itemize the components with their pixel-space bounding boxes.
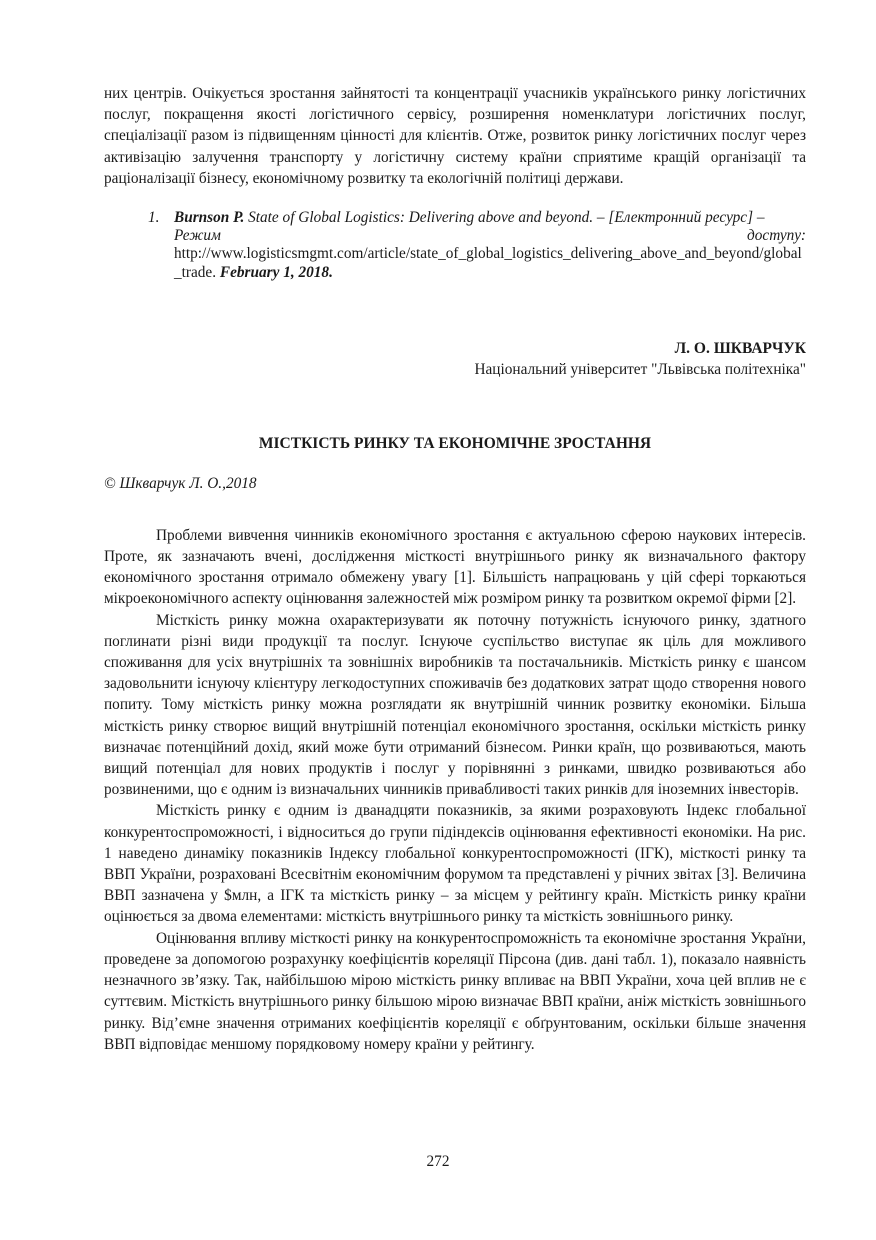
body-paragraph: Місткість ринку можна охарактеризувати як поточну потужність існуючого ринку, здатного поглинати різні види продукції та послуг. Існуюче суспільство виступає як ціль для можливого споживання для усіх внутрішніх та зовнішніх виробників та постачальників. Місткість ринку є шансом задовольнити існуючу клієнтуру легкодоступних споживачів без додаткових затрат щодо створення нового попиту. Тому місткість ринку можна розглядати як внутрішній чинник розвитку економіки. Більша місткість ринку створює вищий внутрішній потенціал економічного зростання, оскільки місткість ринку визначає потенційний дохід, який може бути отриманий бізнесом. Ринки країн, що розвиваються, мають вищий потенціал для нових продуктів і послуг у порівнянні з ринками, швидко розвиваються або розвиненими, що є одним із визначальних чинників привабливості таких ринків для іноземних інвесторів. [104,611,806,799]
author-name: Л. О. ШКВАРЧУК [674,339,806,357]
page-number: 272 [426,1153,450,1170]
author-affiliation: Національний університет "Львівська політехніка" [474,360,806,378]
author-block [104,338,806,380]
reference-url[interactable]: http://www.logisticsmgmt.com/article/state_of_global_logistics_delivering_above_and_beyond/global_trade. [174,245,802,281]
reference-access-line [174,227,806,245]
article-body [104,525,806,1055]
body-paragraph: Проблеми вивчення чинників економічного зростання є актуальною сферою наукових інтересів. Проте, як зазначають вчені, дослідження місткості внутрішнього ринку як визначального фактору економічного зростання отримало обмежену увагу [1]. Більшість напрацювань у цій сфері торкаються мікроекономічного аспекту оцінювання залежностей між розміром ринку та розвитком окремої фірми [2]. [104,526,806,608]
reference-access-label: Режим [174,227,221,245]
reference-author: Burnson P. [174,209,245,227]
reference-list [104,209,806,282]
reference-item [104,209,806,282]
body-paragraph: Оцінювання впливу місткості ринку на конкурентоспроможність та економічне зростання України, проведене за допомогою розрахунку коефіцієнтів кореляції Пірсона (див. дані табл. 1), показало наявність незначного зв’язку. Так, найбільшою мірою місткість ринку впливає на ВВП України, хоча цей вплив не є суттєвим. Місткість внутрішнього ринку більшою мірою визначає ВВП країни, аніж місткість зовнішнього ринку. Від’ємне значення отриманих коефіцієнтів кореляції є обґрунтованим, оскільки більше значення ВВП відповідає меншому порядковому номеру країни у рейтингу. [104,929,806,1053]
body-paragraph: Місткість ринку є одним із дванадцяти показників, за якими розраховують Індекс глобальної конкурентоспроможності, і відноситься до групи підіндексів оцінювання ефективності економіки. На рис. 1 наведено динаміку показників Індексу глобальної конкурентоспроможності (ІГК), місткості ринку та ВВП України, розраховані Всесвітнім економічним форумом та представлені у річних звітах [3]. Величина ВВП зазначена у $млн, а ІГК та місткість ринку – за місцем у рейтингу країн. Місткість ринку країни оцінюється за двома елементами: місткість внутрішнього ринку та місткість зовнішнього ринку. [104,802,806,926]
reference-date: February 1, 2018. [219,263,333,281]
reference-title: State of Global Logistics: Delivering above and beyond. – [Електронний ресурс] – [248,209,765,227]
reference-access-label-right: доступу: [747,227,806,245]
previous-article-closing-paragraph: них центрів. Очікується зростання зайнятості та концентрації учасників українського ринку логістичних послуг, покращення якості логістичного сервісу, розширення номенклатури логістичних послуг, спеціалізації разом із підвищенням цінності для клієнтів. Отже, розвиток ринку логістичних послуг через активізацію залучення транспорту у логістичну систему країни сприятиме кращій організації та раціоналізації бізнесу, економічному розвитку та екологічній політиці держави. [104,85,806,187]
reference-number: 1. [148,209,160,227]
page-content [104,83,806,1055]
article-title: МІСТКІСТЬ РИНКУ ТА ЕКОНОМІЧНЕ ЗРОСТАННЯ [258,434,652,452]
copyright-line: © Шкварчук Л. О.,2018 [104,474,257,492]
